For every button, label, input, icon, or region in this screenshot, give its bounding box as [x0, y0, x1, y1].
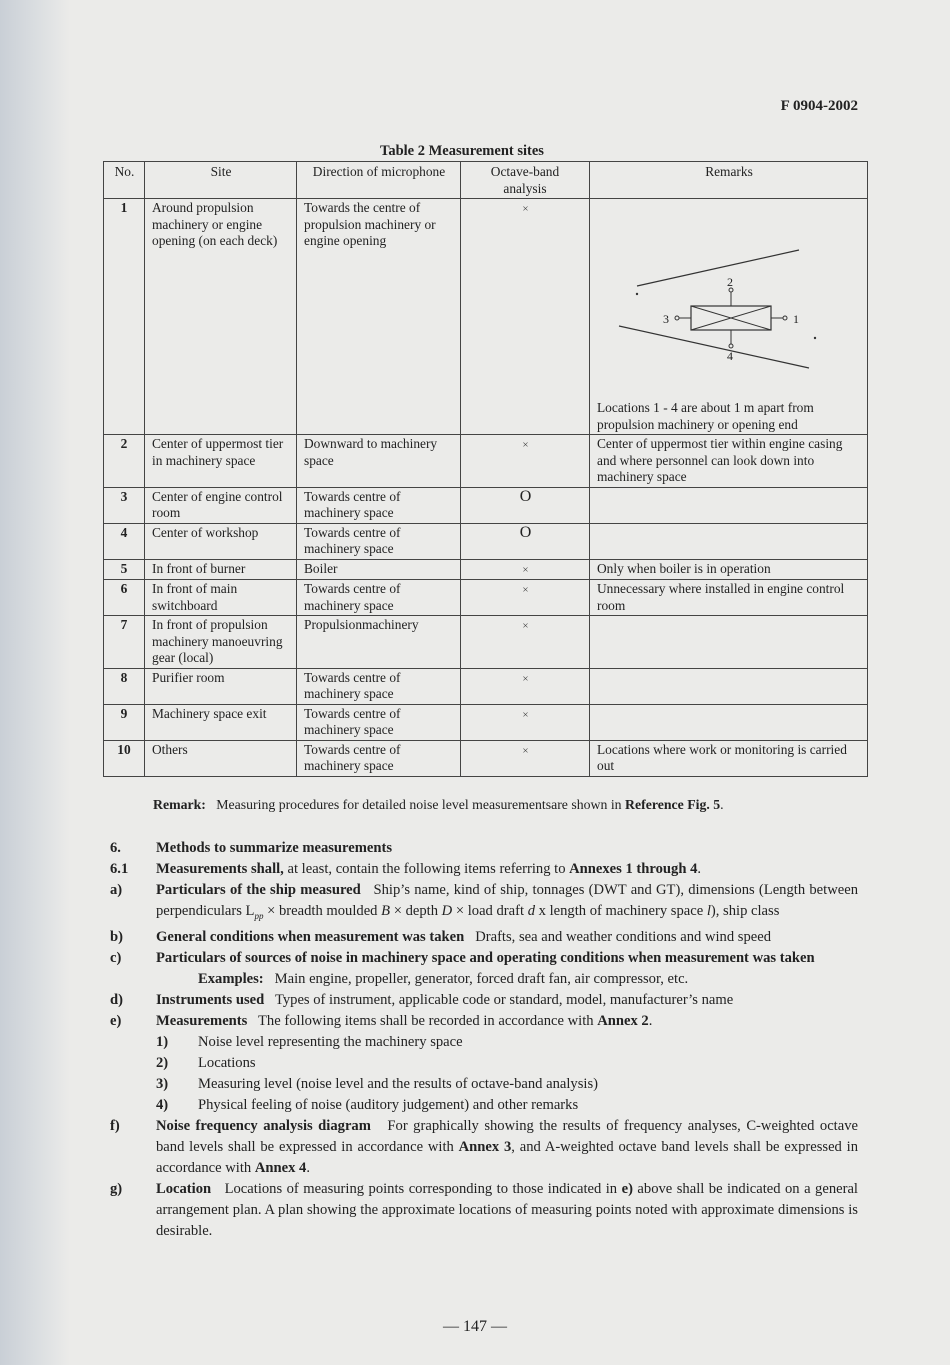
- item-text: × load draft: [452, 903, 528, 919]
- row-site: Purifier room: [145, 668, 297, 704]
- row-no: 3: [104, 487, 145, 523]
- clause-annex-ref: Annexes 1 through 4: [569, 861, 698, 877]
- item-heading: Particulars of the ship measured: [156, 882, 361, 898]
- item-annex-ref: Annex 3: [458, 1138, 512, 1155]
- item-e: [110, 1011, 858, 1032]
- clause-text: at least, contain the following items referring to: [283, 861, 570, 877]
- item-label: b): [110, 928, 123, 945]
- item-heading: Particulars of sources of noise in machinery space and operating conditions when measurement was taken: [156, 949, 815, 966]
- sub-item-text: Locations: [198, 1054, 256, 1071]
- table-row: [104, 199, 868, 435]
- item-symbol: l: [706, 903, 711, 919]
- item-g: [110, 1179, 858, 1242]
- item-label: d): [110, 991, 123, 1008]
- col-header-direction: Direction of microphone: [297, 162, 461, 199]
- table-title: Table 2 Measurement sites: [380, 143, 544, 159]
- col-header-no: No.: [104, 162, 145, 199]
- row-site: In front of burner: [145, 559, 297, 580]
- sub-item-number: 4): [156, 1096, 169, 1113]
- item-text: × breadth moulded: [263, 903, 382, 919]
- row-remarks: [590, 616, 868, 669]
- examples-text: Main engine, propeller, generator, forced draft fan, air compressor, etc.: [274, 970, 689, 987]
- section-6-body: [110, 838, 858, 1242]
- sub-item-number: 1): [156, 1033, 169, 1050]
- row-octave: [461, 523, 590, 559]
- table-remark-ref: Reference Fig. 5: [625, 797, 721, 812]
- octave-mark: ×: [522, 584, 529, 596]
- table-row: [104, 487, 868, 523]
- row-no: 4: [104, 523, 145, 559]
- list-item: [110, 1053, 858, 1074]
- clause-end: .: [697, 861, 702, 877]
- item-text: x length of machinery space: [535, 903, 707, 919]
- octave-mark: ×: [522, 620, 529, 632]
- item-heading: Noise frequency analysis diagram: [156, 1117, 371, 1134]
- item-text: , and A-weighted octave band levels shall be expressed in accordance with: [156, 1138, 858, 1176]
- item-f: [110, 1116, 858, 1179]
- octave-mark: ×: [522, 439, 529, 451]
- item-c-examples: [110, 969, 858, 990]
- row-remarks: [590, 668, 868, 704]
- list-item: [110, 1032, 858, 1053]
- item-heading: Measurements: [156, 1012, 248, 1029]
- row-octave: [461, 580, 590, 616]
- table-row: [104, 523, 868, 559]
- item-text: For graphically showing the results of frequency analyses, C-weighted octave band levels shall be expressed in accordance with: [156, 1117, 858, 1155]
- row-site: Others: [145, 740, 297, 776]
- item-text: ), ship class: [710, 903, 780, 919]
- diagram-label-2: 2: [727, 275, 733, 289]
- row-remarks: Center of uppermost tier within engine casing and where personnel can look down into machinery space: [590, 435, 868, 488]
- item-text: Locations of measuring points corresponding to those indicated in: [224, 1180, 622, 1197]
- examples-label: Examples:: [198, 970, 264, 987]
- row-no: 8: [104, 668, 145, 704]
- row-octave: [461, 740, 590, 776]
- item-text: Types of instrument, applicable code or standard, model, manufacturer’s name: [274, 991, 734, 1008]
- item-label: g): [110, 1180, 123, 1197]
- octave-mark: ×: [522, 563, 529, 576]
- row-remarks: [590, 523, 868, 559]
- item-text: × depth: [390, 903, 442, 919]
- row-octave: [461, 616, 590, 669]
- row-octave: [461, 487, 590, 523]
- item-heading: Location: [156, 1180, 212, 1197]
- list-item: [110, 1095, 858, 1116]
- octave-mark: ×: [522, 203, 529, 215]
- item-heading: General conditions when measurement was taken: [156, 928, 465, 945]
- section-title: Methods to summarize measurements: [156, 840, 393, 856]
- table-row: [104, 740, 868, 776]
- item-heading: Instruments used: [156, 991, 265, 1008]
- col-header-octave: Octave-band analysis: [461, 162, 590, 199]
- row-remarks: Locations where work or monitoring is carried out: [590, 740, 868, 776]
- row-site: In front of propulsion machinery manoeuvring gear (local): [145, 616, 297, 669]
- table-row: [104, 580, 868, 616]
- table-row: [104, 704, 868, 740]
- row-site: Machinery space exit: [145, 704, 297, 740]
- table-remark-end: .: [720, 797, 724, 812]
- octave-mark: O: [519, 523, 532, 541]
- row-direction: Towards centre of machinery space: [297, 740, 461, 776]
- document-code: F 0904-2002: [780, 98, 858, 114]
- row-remarks: [590, 487, 868, 523]
- row-direction: Towards centre of machinery space: [297, 668, 461, 704]
- page-binding-shadow: [0, 0, 70, 1365]
- sub-item-text: Physical feeling of noise (auditory judgement) and other remarks: [198, 1096, 579, 1113]
- table-remark-label: Remark:: [153, 797, 206, 812]
- row-no: 5: [104, 559, 145, 580]
- row-no: 1: [104, 199, 145, 435]
- item-ref: e): [621, 1180, 633, 1197]
- diagram-label-4: 4: [727, 349, 733, 363]
- row-no: 2: [104, 435, 145, 488]
- row-remarks: [590, 199, 868, 435]
- row-remarks: [590, 704, 868, 740]
- row-direction: Boiler: [297, 559, 461, 580]
- row-direction: Towards centre of machinery space: [297, 704, 461, 740]
- item-symbol: D: [441, 903, 453, 919]
- table-row: [104, 616, 868, 669]
- row-octave: [461, 199, 590, 435]
- item-annex-ref: Annex 2: [597, 1012, 649, 1029]
- table-row: [104, 668, 868, 704]
- list-item: [110, 1074, 858, 1095]
- item-a: [110, 880, 858, 927]
- item-c: [110, 948, 858, 969]
- table-row: [104, 435, 868, 488]
- item-label: e): [110, 1012, 122, 1029]
- item-d: [110, 990, 858, 1011]
- measurement-sites-table: [103, 161, 868, 777]
- row-remarks: Only when boiler is in operation: [590, 559, 868, 580]
- row-direction: Towards centre of machinery space: [297, 523, 461, 559]
- col-header-remarks: Remarks: [590, 162, 868, 199]
- table-remark: [153, 797, 724, 813]
- octave-mark: ×: [522, 708, 529, 721]
- page-number: — 147 —: [443, 1318, 507, 1335]
- clause-text-bold: Measurements shall,: [156, 861, 284, 877]
- table-remark-text: Measuring procedures for detailed noise level measurementsare shown in: [216, 797, 622, 812]
- item-label: f): [110, 1117, 120, 1134]
- row-no: 10: [104, 740, 145, 776]
- row-remarks: Unnecessary where installed in engine control room: [590, 580, 868, 616]
- item-label: a): [110, 882, 123, 898]
- row-no: 6: [104, 580, 145, 616]
- sub-item-number: 3): [156, 1075, 169, 1092]
- section-heading: [110, 838, 858, 859]
- item-text: above shall be indicated on a general arrangement plan. A plan showing the approximate locations of measuring points noted with approximate dimensions is desirable.: [156, 1180, 858, 1239]
- item-subscript: pp: [254, 910, 264, 921]
- sub-item-text: Noise level representing the machinery space: [198, 1033, 463, 1050]
- item-end: .: [648, 1012, 653, 1029]
- sub-item-text: Measuring level (noise level and the results of octave-band analysis): [198, 1075, 598, 1092]
- row-octave: [461, 704, 590, 740]
- table-header-row: [104, 162, 868, 199]
- clause-number: 6.1: [110, 861, 129, 877]
- table-row: [104, 559, 868, 580]
- item-text: Drafts, sea and weather conditions and wind speed: [475, 928, 772, 945]
- item-label: c): [110, 949, 122, 966]
- octave-mark: O: [519, 487, 532, 505]
- row-site: Around propulsion machinery or engine opening (on each deck): [145, 199, 297, 435]
- row-octave: [461, 435, 590, 488]
- item-symbol: d: [527, 903, 535, 919]
- row-direction: Propulsionmachinery: [297, 616, 461, 669]
- item-text: Ship’s name, kind of ship, tonnages (DWT and GT), dimensions (Length between perpendiculars L: [156, 882, 858, 919]
- diagram-label-1: 1: [793, 312, 799, 326]
- row-direction: Towards the centre of propulsion machinery or engine opening: [297, 199, 461, 435]
- row-direction: Towards centre of machinery space: [297, 580, 461, 616]
- item-b: [110, 927, 858, 948]
- row-direction: Towards centre of machinery space: [297, 487, 461, 523]
- col-header-site: Site: [145, 162, 297, 199]
- row-no: 9: [104, 704, 145, 740]
- row-octave: [461, 668, 590, 704]
- sub-item-number: 2): [156, 1054, 169, 1071]
- measurement-locations-diagram: [599, 202, 869, 392]
- row-site: Center of workshop: [145, 523, 297, 559]
- octave-mark: ×: [522, 672, 529, 685]
- row-remarks-text: Locations 1 - 4 are about 1 m apart from propulsion machinery or opening end: [597, 400, 814, 432]
- location-diagram: [597, 200, 861, 433]
- row-site: Center of engine control room: [145, 487, 297, 523]
- row-site: Center of uppermost tier in machinery space: [145, 435, 297, 488]
- row-direction: Downward to machinery space: [297, 435, 461, 488]
- item-annex-ref: Annex 4: [254, 1159, 307, 1176]
- item-symbol: B: [381, 903, 391, 919]
- row-octave: [461, 559, 590, 580]
- clause-6-1: [110, 859, 858, 880]
- item-text: The following items shall be recorded in accordance with: [258, 1012, 598, 1029]
- item-end: .: [306, 1159, 311, 1176]
- row-site: In front of main switchboard: [145, 580, 297, 616]
- row-no: 7: [104, 616, 145, 669]
- diagram-label-3: 3: [663, 312, 669, 326]
- section-number: 6.: [110, 840, 121, 856]
- octave-mark: ×: [522, 744, 529, 757]
